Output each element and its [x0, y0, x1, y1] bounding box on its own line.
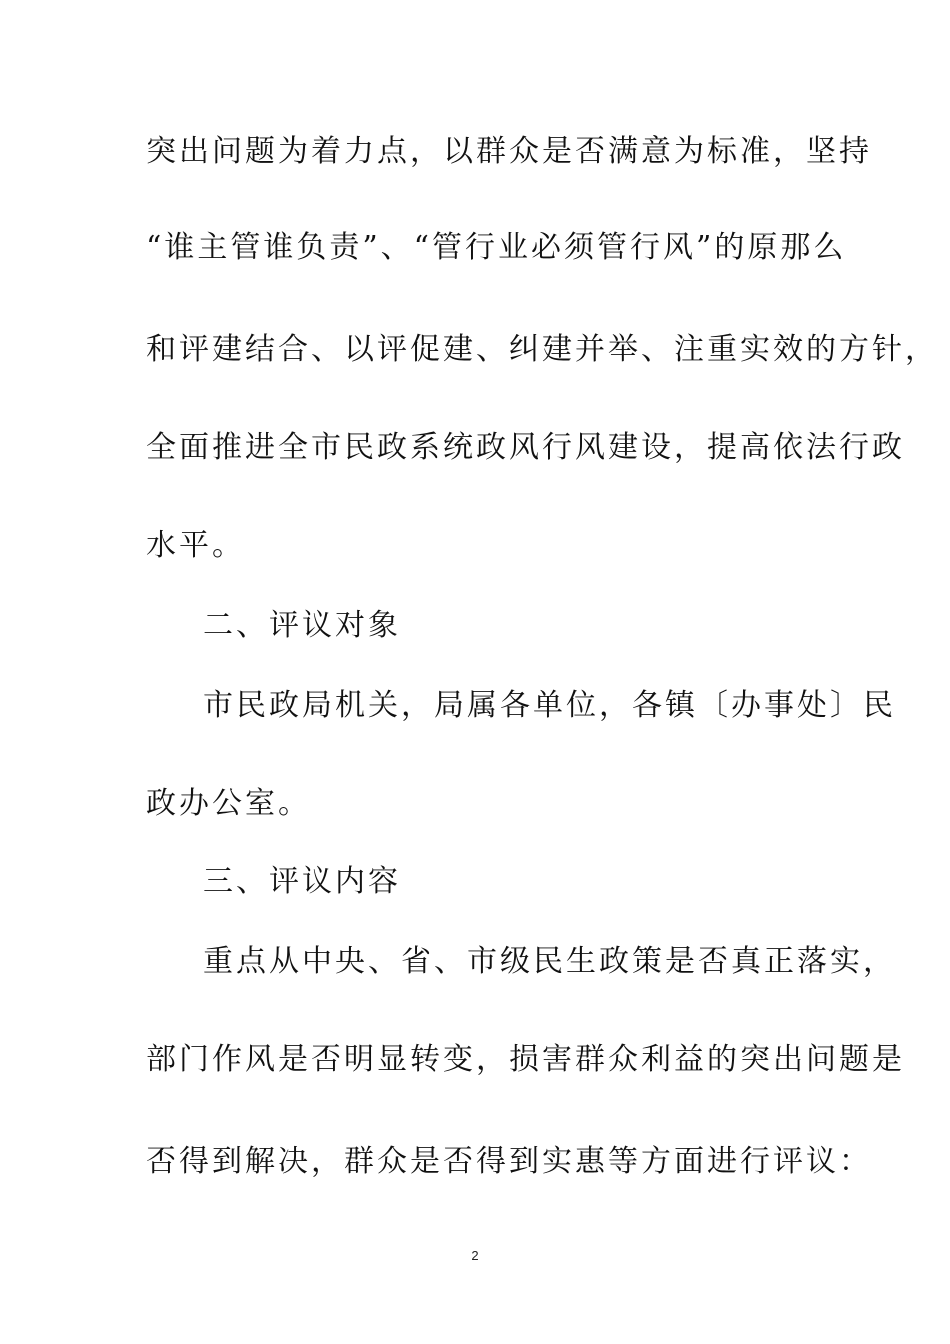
paragraph-line: 部门作风是否明显转变，损害群众利益的突出问题是: [146, 1042, 905, 1077]
paragraph-line: 重点从中央、省、市级民生政策是否真正落实，: [203, 944, 896, 979]
section-heading: 二、评议对象: [203, 608, 401, 643]
paragraph-line: 突出问题为着力点，以群众是否满意为标准，坚持: [146, 134, 872, 169]
paragraph-line: 政办公室。: [146, 786, 311, 821]
paragraph-line: 和评建结合、以评促建、纠建并举、注重实效的方针，: [146, 332, 938, 367]
paragraph-line: 全面推进全市民政系统政风行风建设，提高依法行政: [146, 430, 905, 465]
paragraph-line: 市民政局机关，局属各单位，各镇〔办事处〕民: [203, 688, 896, 723]
page-number: 2: [471, 1248, 479, 1263]
paragraph-line: 否得到解决，群众是否得到实惠等方面进行评议：: [146, 1144, 872, 1179]
section-heading: 三、评议内容: [203, 864, 401, 899]
paragraph-line: 水平。: [146, 528, 245, 563]
paragraph-line: “谁主管谁负责”、“管行业必须管行风”的原那么: [146, 230, 847, 265]
